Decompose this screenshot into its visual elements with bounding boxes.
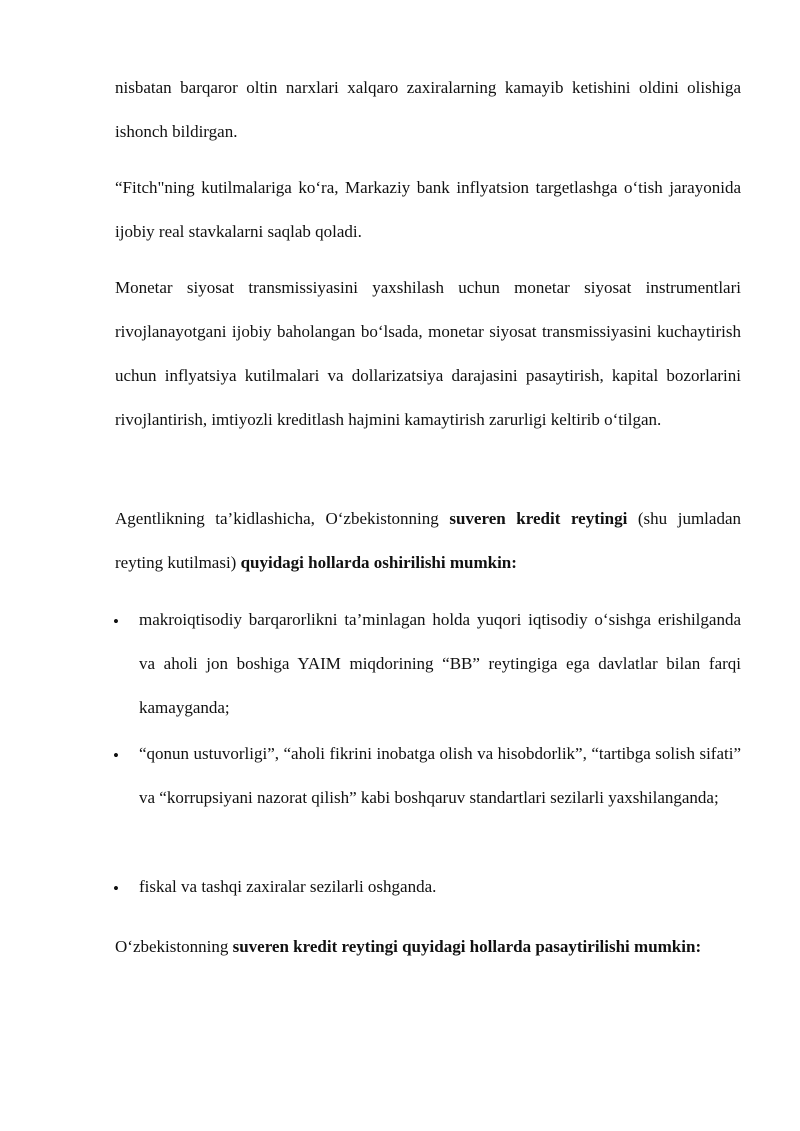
- list-item-governance: “qonun ustuvorligi”, “aholi fikrini inobatga olish va hisobdorlik”, “tartibga solish sifati” va “korrupsiyani nazorat qilish” kabi boshqaruv standartlari sezilarli yaxshilanganda;: [139, 744, 741, 807]
- paragraph-upgrade-conditions: [115, 497, 741, 585]
- bullet-marker: •: [113, 746, 119, 765]
- upgrade-text-part1: Agentlikning ta’kidlashicha, O‘zbekistonning: [115, 509, 450, 528]
- bullet-marker: •: [113, 879, 119, 898]
- downgrade-text-part1: O‘zbekistonning: [115, 937, 233, 956]
- paragraph-gold-prices: nisbatan barqaror oltin narxlari xalqaro zaxiralarning kamayib ketishini oldini olishiga ishonch bildirgan.: [115, 78, 741, 141]
- upgrade-bold-rating: suveren kredit reytingi: [449, 509, 628, 528]
- downgrade-bold-text: suveren kredit reytingi quyidagi hollarda pasaytirilishi mumkin:: [232, 937, 702, 956]
- upgrade-text-part2: (shu jumladan reyting kutilmasi): [115, 509, 741, 572]
- paragraph-downgrade-conditions: [115, 925, 741, 969]
- list-item-reserves: fiskal va tashqi zaxiralar sezilarli oshganda.: [139, 877, 437, 896]
- bullet-marker: •: [113, 612, 119, 631]
- paragraph-monetary-transmission: Monetar siyosat transmissiyasini yaxshilash uchun monetar siyosat instrumentlari rivojlanayotgani ijobiy baholangan bo‘lsada, monetar siyosat transmissiyasini kuchaytirish uchun inflyatsiya kutilmalari va dollarizatsiya darajasini pasaytirish, kapital bozorlarini rivojlantirish, imtiyozli kreditlash hajmini kamaytirish zarurligi keltirib o‘tilgan.: [115, 278, 741, 429]
- upgrade-bold-conditions: quyidagi hollarda oshirilishi mumkin:: [240, 553, 517, 572]
- paragraph-fitch-expectations: “Fitch"ning kutilmalariga ko‘ra, Markaziy bank inflyatsion targetlashga o‘tish jarayonida ijobiy real stavkalarni saqlab qoladi.: [115, 178, 741, 241]
- list-item-macro-growth: makroiqtisodiy barqarorlikni ta’minlagan holda yuqori iqtisodiy o‘sishga erishilganda va aholi jon boshiga YAIM miqdorining “BB” reytingiga ega davlatlar bilan farqi kamayganda;: [139, 610, 741, 717]
